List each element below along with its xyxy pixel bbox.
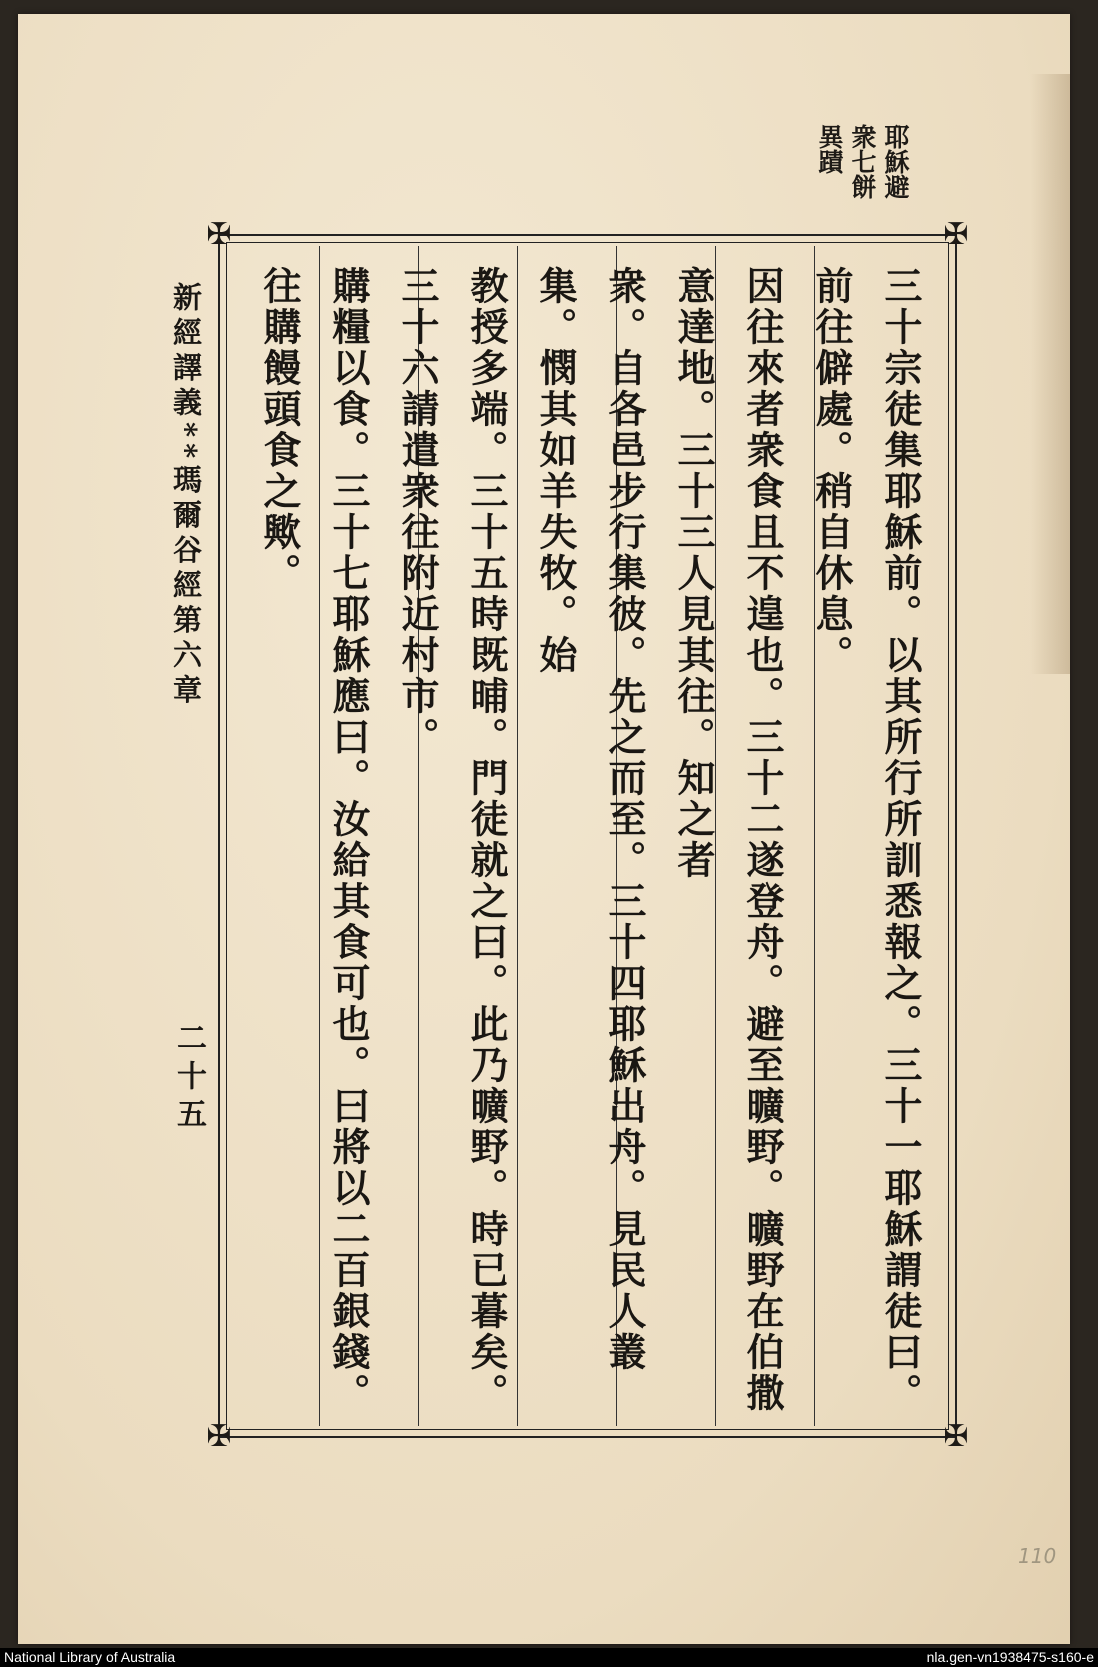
page-edge-stain	[1030, 74, 1070, 674]
page-number: 二十五	[171, 1022, 206, 1136]
book-page	[18, 14, 1070, 1644]
footer-identifier: nla.gen-vn1938475-s160-e	[926, 1649, 1094, 1665]
text-column: 因往來者衆食且不遑也。三十二遂登舟。避至曠野。曠野在伯撒意達地。三十三人見其往。知之者	[671, 266, 785, 1414]
text-column	[240, 266, 245, 1416]
text-column: 三十宗徒集耶穌前。以其所行所訓悉報之。三十一耶穌謂徒曰。前往僻處。稍自休息。	[809, 266, 923, 1414]
footer-bar	[0, 1648, 1098, 1667]
margin-note: 耶穌避 衆七餅 異蹟	[815, 124, 910, 199]
corner-ornament-icon: ✠	[206, 217, 232, 252]
pencil-mark: 110	[1018, 1544, 1057, 1568]
running-head: 新經譯義**瑪爾谷經第六章	[169, 282, 203, 710]
corner-ornament-icon: ✠	[206, 1419, 232, 1454]
text-column: 教授多端。三十五時既晡。門徒就之曰。此乃曠野。時已暮矣。三十六請遣衆往附近村市。	[395, 266, 509, 1414]
footer-source: National Library of Australia	[4, 1649, 176, 1665]
body-text	[240, 266, 935, 1416]
corner-ornament-icon: ✠	[943, 217, 969, 252]
corner-ornament-icon: ✠	[943, 1419, 969, 1454]
text-column: 購糧以食。三十七耶穌應曰。汝給其食可也。曰將以二百銀錢。往購饅頭食之歟。	[257, 266, 371, 1414]
text-column: 衆。自各邑步行集彼。先之而至。三十四耶穌出舟。見民人叢集。憫其如羊失牧。始	[533, 266, 647, 1373]
text-frame	[206, 217, 969, 1454]
